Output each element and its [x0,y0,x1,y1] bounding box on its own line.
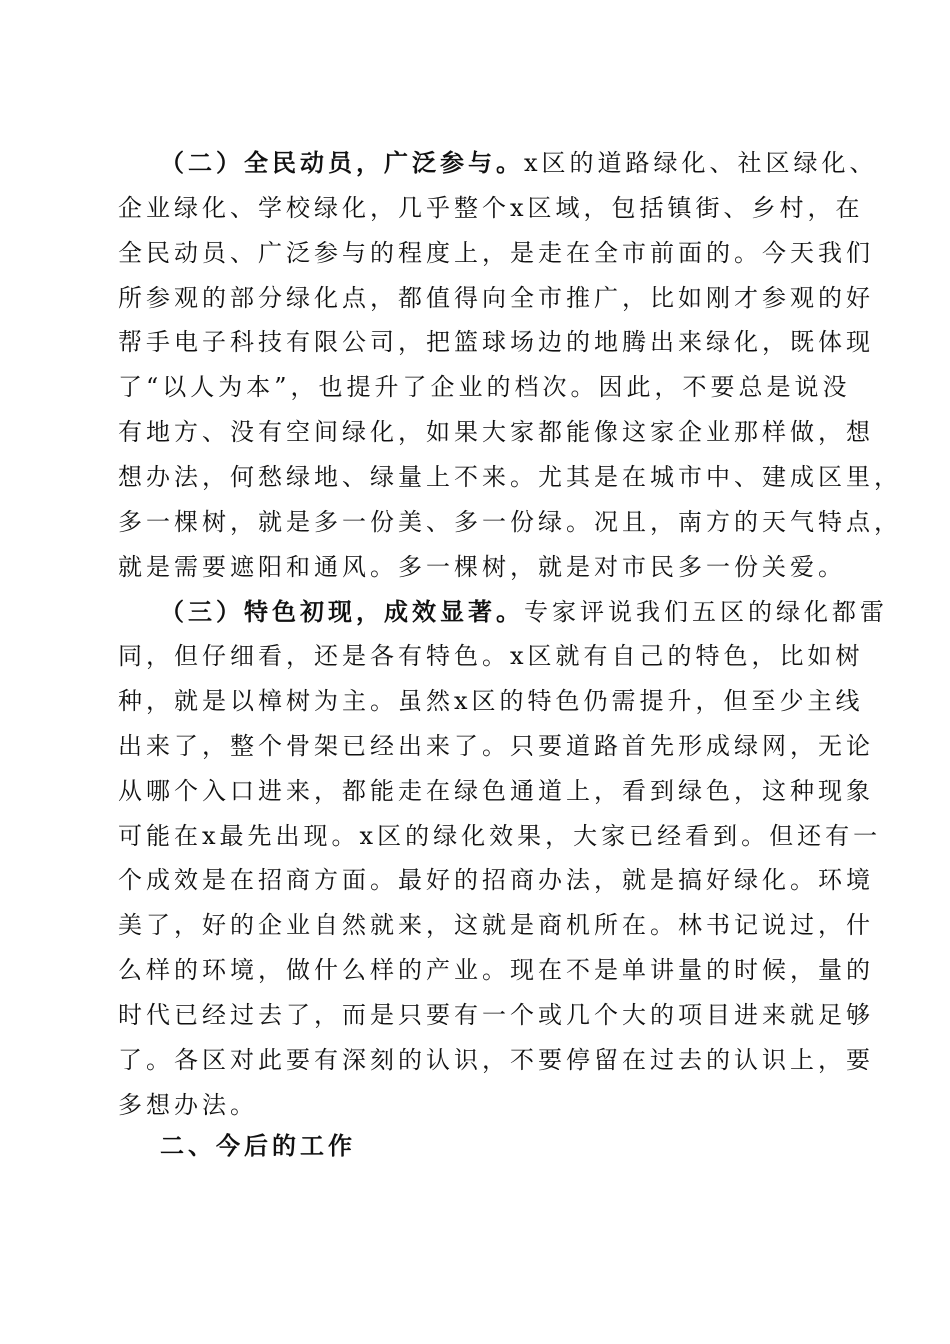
para2-line-2: 企业绿化、学校绿化，几乎整个x区域，包括镇街、乡村，在 [118,194,864,222]
para2-line-1-text: x区的道路绿化、社区绿化、 [524,149,878,177]
para3-line-10: 时代已经过去了，而是只要有一个或几个大的项目进来就足够 [118,1001,874,1029]
para2-line-6: 了“以人为本”，也提升了企业的档次。因此，不要总是说没 [118,373,851,401]
para2-line-1 [160,141,878,185]
para3-line-8: 美了，好的企业自然就来，这就是商机所在。林书记说过，什 [118,911,874,939]
para3-line-1-text: 专家评说我们五区的绿化都雷 [524,598,888,626]
para3-line-6: 可能在x最先出现。x区的绿化效果，大家已经看到。但还有一 [118,822,882,850]
para2-line-9: 多一棵树，就是多一份美、多一份绿。况且，南方的天气特点， [118,508,902,536]
para3-line-11: 了。各区对此要有深刻的认识，不要停留在过去的认识上，要 [118,1046,874,1074]
para2-line-10: 就是需要遮阳和通风。多一棵树，就是对市民多一份关爱。 [118,553,846,581]
para3-line-2: 同，但仔细看，还是各有特色。x区就有自己的特色，比如树 [118,642,864,670]
para3-line-1 [160,590,888,634]
para3-line-12: 多想办法。 [118,1091,258,1119]
para2-line-5: 帮手电子科技有限公司，把篮球场边的地腾出来绿化，既体现 [118,328,874,356]
para3-line-4: 出来了，整个骨架已经出来了。只要道路首先形成绿网，无论 [118,732,874,760]
para2-line-8: 想办法，何愁绿地、绿量上不来。尤其是在城市中、建成区里， [118,463,902,491]
para2-line-3: 全民动员、广泛参与的程度上，是走在全市前面的。今天我们 [118,239,874,267]
para3-line-7: 个成效是在招商方面。最好的招商办法，就是搞好绿化。环境 [118,866,874,894]
para3-line-9: 么样的环境，做什么样的产业。现在不是单讲量的时候，量的 [118,956,874,984]
para3-line-3: 种，就是以樟树为主。虽然x区的特色仍需提升，但至少主线 [118,687,864,715]
section-heading: 二、今后的工作 [160,1131,356,1160]
para3-lead: （三）特色初现，成效显著。 [160,597,524,626]
para2-lead: （二）全民动员，广泛参与。 [160,148,524,177]
para3-line-5: 从哪个入口进来，都能走在绿色通道上，看到绿色，这种现象 [118,777,874,805]
para2-line-7: 有地方、没有空间绿化，如果大家都能像这家企业那样做，想 [118,418,874,446]
para2-line-4: 所参观的部分绿化点，都值得向全市推广，比如刚才参观的好 [118,284,874,312]
